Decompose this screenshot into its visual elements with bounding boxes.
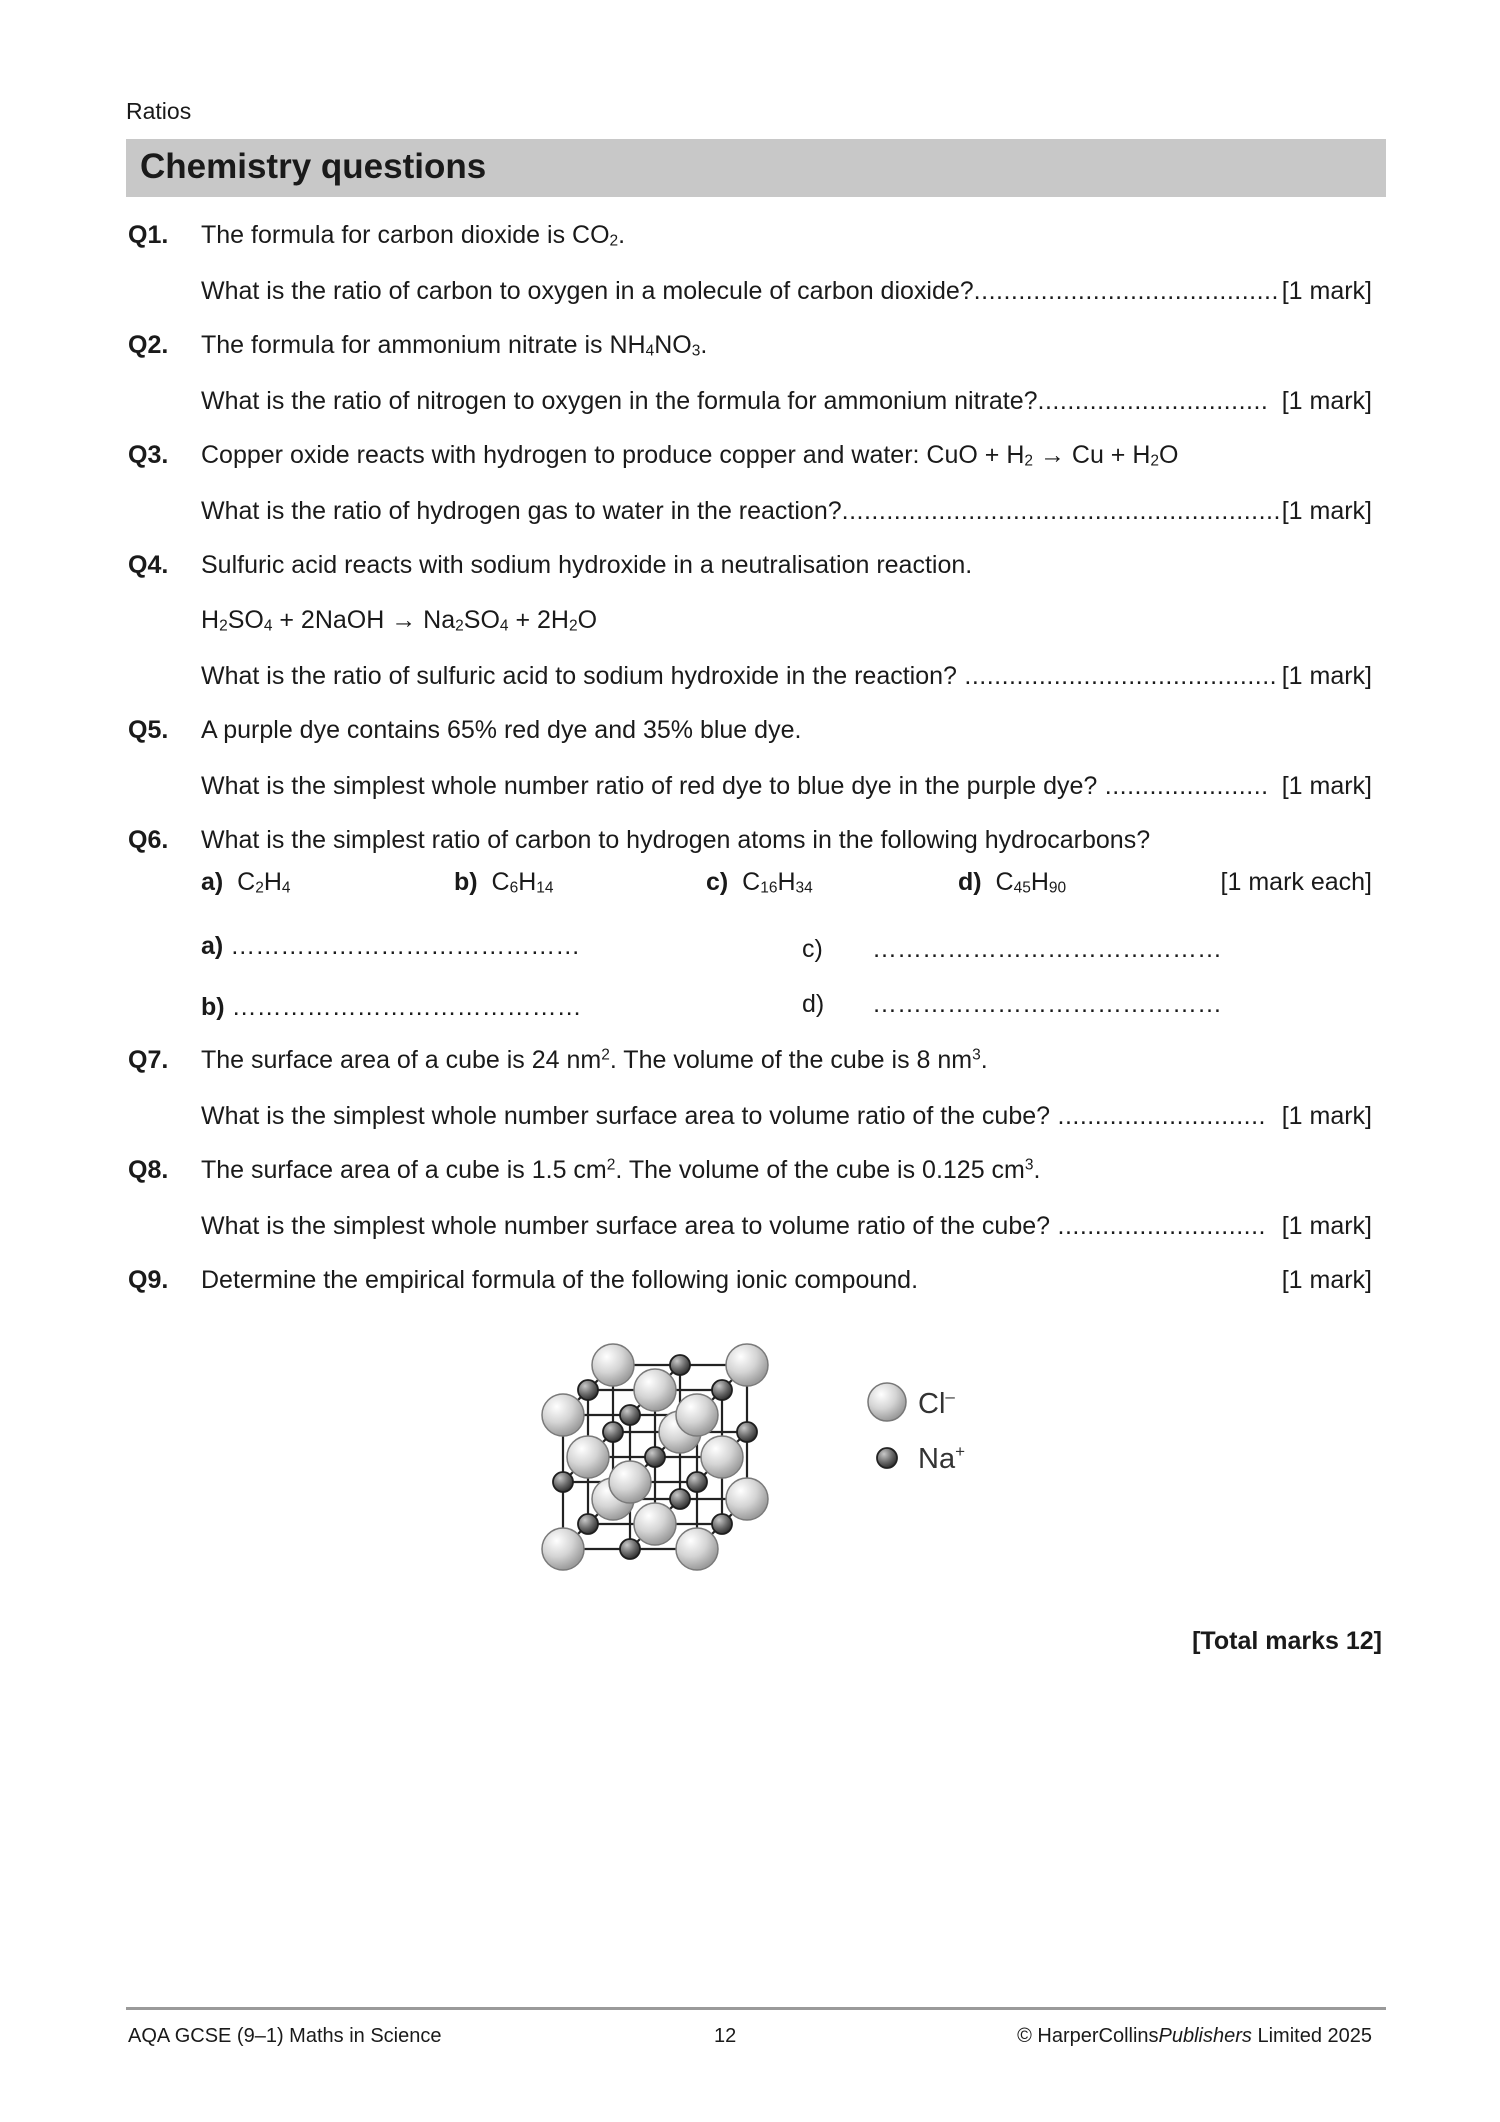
mark-label: [1 mark] [1281,1212,1372,1240]
chloride-ion [726,1344,768,1386]
sodium-legend-icon [877,1448,897,1468]
mark-label: [1 mark] [1281,772,1372,800]
hydrocarbon-item: b) $C_6H_{14}$ [454,868,554,897]
question-number: Q2. [128,331,169,359]
hydrocarbon-item: a) $C_2H_4$ [201,868,291,897]
section-label: Ratios [126,98,192,124]
answer-line[interactable]: .......................................... [956,662,1278,690]
footer-copyright: © HarperCollinsPublishers Limited 2025 [1017,2025,1372,2047]
chloride-ion [676,1528,718,1570]
mark-label: [1 mark each] [1220,868,1372,896]
page-title: Chemistry questions [140,147,487,186]
sodium-ion [645,1447,665,1467]
sodium-ion [670,1489,690,1509]
answer-label-d: d) [802,990,825,1018]
hydrocarbon-item: d) $C_{45}H_{90}$ [958,868,1067,897]
answer-line-a[interactable]: a) …………………………………… [201,932,581,960]
answer-prompt: What is the simplest whole number surface area to volume ratio of the cube? ............................ [201,1212,1266,1240]
question-text: The formula for carbon dioxide is $CO_2$. [201,221,626,250]
chloride-ion [701,1436,743,1478]
question-number: Q9. [128,1266,169,1294]
page-number: 12 [714,2025,737,2047]
sodium-ion [737,1422,757,1442]
footer-divider [126,2007,1386,2010]
answer-line[interactable]: ........................................................... [841,497,1281,525]
mark-label: [1 mark] [1281,662,1372,690]
hydrocarbon-item: c) $C_{16}H_{34}$ [706,868,813,897]
question-text: Determine the empirical formula of the following ionic compound. [201,1266,919,1294]
mark-label: [1 mark] [1281,1102,1372,1130]
chloride-ion [567,1436,609,1478]
question-number: Q7. [128,1046,169,1074]
answer-line[interactable]: ............................... [1037,387,1269,415]
sodium-ion [578,1514,598,1534]
answer-line-d[interactable]: …………………………………… [872,990,1222,1018]
answer-line[interactable]: ............................ [1050,1212,1266,1240]
chloride-ion [634,1503,676,1545]
sodium-ion [603,1422,623,1442]
question-number: Q4. [128,551,169,579]
question-number: Q8. [128,1156,169,1184]
chemical-equation: $H_2SO_4$ + 2NaOH → $Na_2SO_4 + 2H_2O$ [201,606,598,635]
total-marks: [Total marks 12] [1192,1627,1382,1655]
chloride-ion [542,1394,584,1436]
question-number: Q1. [128,221,169,249]
sodium-ion [670,1355,690,1375]
question-number: Q5. [128,716,169,744]
chloride-ion [676,1394,718,1436]
footer-title: AQA GCSE (9–1) Maths in Science [128,2025,442,2047]
chloride-ion [542,1528,584,1570]
sodium-ion [553,1472,573,1492]
sodium-legend-label: Na+ [918,1442,966,1475]
sodium-ion [620,1539,640,1559]
chloride-ion [609,1461,651,1503]
answer-line[interactable]: ............................ [1050,1102,1266,1130]
sodium-ion [712,1514,732,1534]
sodium-ion [578,1380,598,1400]
chloride-ion [726,1478,768,1520]
chloride-ion [592,1344,634,1386]
sodium-ion [687,1472,707,1492]
question-text: Copper oxide reacts with hydrogen to produce copper and water: CuO + $H_2 \to Cu + H_2O$ [201,441,1179,470]
sodium-ion [620,1405,640,1425]
nacl-lattice-diagram [540,1318,1010,1608]
question-text: Sulfuric acid reacts with sodium hydroxide in a neutralisation reaction. [201,551,973,579]
answer-line-b[interactable]: b) …………………………………… [201,993,582,1021]
question-number: Q6. [128,826,169,854]
question-text: What is the simplest ratio of carbon to hydrogen atoms in the following hydrocarbons? [201,826,1151,854]
answer-prompt: What is the ratio of nitrogen to oxygen in the formula for ammonium nitrate?............................... [201,387,1269,415]
answer-line[interactable]: ......................................... [973,277,1279,305]
answer-prompt: What is the ratio of carbon to oxygen in a molecule of carbon dioxide?......................................... [201,277,1279,305]
answer-prompt: What is the simplest whole number ratio of red dye to blue dye in the purple dye? ...................... [201,772,1269,800]
answer-prompt: What is the ratio of sulfuric acid to sodium hydroxide in the reaction? .......................................... [201,662,1278,690]
mark-label: [1 mark] [1281,497,1372,525]
sodium-ion [712,1380,732,1400]
answer-label-c: c) [802,935,823,963]
mark-label: [1 mark] [1281,1266,1372,1294]
question-text: The surface area of a cube is 1.5 $cm^2$. The volume of the cube is 0.125 $cm^3$. [201,1156,1041,1184]
answer-prompt: What is the ratio of hydrogen gas to water in the reaction?........................................................... [201,497,1281,525]
answer-line[interactable]: ...................... [1097,772,1269,800]
question-text: The surface area of a cube is 24 $nm^2$. The volume of the cube is 8 $nm^3$. [201,1046,988,1074]
question-text: The formula for ammonium nitrate is $NH_4NO_3$. [201,331,708,360]
mark-label: [1 mark] [1281,387,1372,415]
chloride-legend-label: Cl– [918,1387,955,1420]
answer-line-c[interactable]: …………………………………… [872,935,1222,963]
chloride-ion [634,1369,676,1411]
mark-label: [1 mark] [1281,277,1372,305]
question-text: A purple dye contains 65% red dye and 35% blue dye. [201,716,802,744]
lattice-ions [542,1344,768,1570]
chloride-legend-icon [868,1383,906,1421]
question-number: Q3. [128,441,169,469]
answer-prompt: What is the simplest whole number surface area to volume ratio of the cube? ............................ [201,1102,1266,1130]
